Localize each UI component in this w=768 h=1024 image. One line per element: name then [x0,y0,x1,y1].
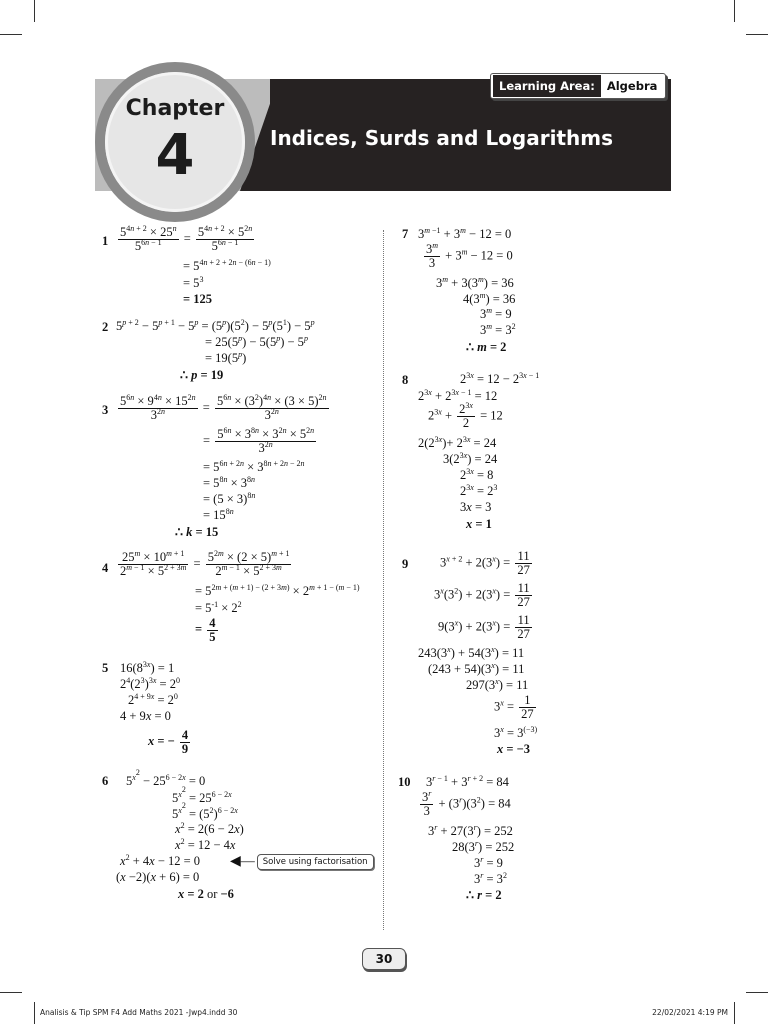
solution-line: $3^x(3^2) + 2(3^x)$ = $\frac{11}{27}$ [434,581,530,609]
solution-line: $3^r = 3^2$ [474,871,507,886]
chapter-title: Indices, Surds and Logarithms [270,126,613,150]
crop-mark [0,34,22,35]
page-number: 30 [362,948,406,970]
solution-line: = $19(5^p)$ [205,350,247,365]
solution-line: ∴ k = 15 [175,525,219,539]
solution-line: $\frac{5^{6n} \times 9^{4n} \times 15^{2n}}{3^{2n}}$ = $\frac{5^{6n} \times (3^2)^{4n} \times (3 \times 5)^{2n}}{3^{2n}}$ [120,393,327,422]
solution-line: $2^{3x} = 12 - 2^{3x - 1}$ [460,371,540,386]
solution-line: = 125 [183,292,212,306]
solution-line: = $5^{8n} \times 3^{8n}$ [203,475,255,490]
solution-line: $2^{3x} + 2^{3x - 1} = 12$ [418,388,498,403]
solution-line: $3^m = 9$ [480,306,512,321]
solution-line: $5^{x^2} = 25^{6 - 2x}$ [172,785,232,805]
question-number: 2 [102,320,109,334]
chapter-label: Chapter [125,96,225,121]
question-number: 4 [102,561,109,575]
solution-line: 3x = 3 [460,500,492,514]
solution-line: $\frac{25^m \times 10^{m + 1}}{2^{m - 1} \times 5^{2 + 3m}}$ = $\frac{5^{2m} \times (2 \times 5)^{m + 1}}{2^{m - 1} \times 5^{2 + 3m}}$ [120,549,290,578]
hint-callout-text: Solve using factorisation [257,854,374,870]
solution-line: $x^2 + 4x - 12 = 0$ [120,853,201,868]
solution-line: = $5^{6n + 2n} \times 3^{8n + 2n - 2n}$ [203,459,305,474]
solution-line: = $5^{-1} \times 2^2$ [195,600,242,615]
solution-line: $9(3^x) + 2(3^x)$ = $\frac{11}{27}$ [438,613,530,641]
solution-line: $3^{x + 2} + 2(3^x)$ = $\frac{11}{27}$ [440,549,530,577]
solution-line: x = 2 or −6 [178,887,234,901]
solution-line: $\frac{5^{4n + 2} \times 25^n}{5^{6n - 1}}$ = $\frac{5^{4n + 2} \times 5^{2n}}{5^{6n - 1}}$ [120,224,253,253]
question-number: 6 [102,774,109,788]
solution-line: = $5^{4n + 2 + 2n - (6n - 1)}$ [183,258,271,273]
solution-line: $243(3^x) + 54(3^x) = 11$ [418,645,525,660]
solution-line: = $5^{2m + (m + 1) - (2 + 3m)} \times 2^{m + 1 - (m - 1)}$ [195,583,360,598]
solution-line: $3^{m -1} + 3^m - 12 = 0$ [418,226,512,241]
solution-line: = $\frac{4}{5}$ [195,616,216,644]
solution-line: $5^{x^2} - 25^{6 - 2x} = 0$ [126,768,206,788]
slug-file-info: Analisis & Tip SPM F4 Add Maths 2021 -Jwp4.indd 30 [40,1008,238,1017]
solution-line: $3^x = 3^{(-3)}$ [494,725,538,740]
solution-line: $(243 + 54)(3^x) = 11$ [428,661,525,676]
question-number: 5 [102,661,109,675]
solution-line: $2^{3x} = 2^3$ [460,483,498,498]
solution-line: $3^m = 3^2$ [480,322,516,337]
solution-line: $3^r = 9$ [474,855,503,870]
solution-line: $5^{x^2} = (5^2)^{6 - 2x}$ [172,801,238,821]
solution-line: = $\frac{5^{6n} \times 3^{8n} \times 3^{2n} \times 5^{2n}}{3^{2n}}$ [203,426,315,455]
solution-line: ∴ p = 19 [180,368,224,382]
question-number: 7 [402,227,409,241]
question-number: 8 [402,373,409,387]
learning-area-badge [490,73,666,99]
solution-line: $2(2^{3x})+ 2^{3x} = 24$ [418,435,497,450]
question-number: 1 [102,234,109,248]
learning-area-label: Learning Area: [493,75,601,97]
solution-line: $\frac{3^r}{3}$ + $(3^r)(3^2) = 84$ [422,789,511,818]
hint-callout [230,853,374,870]
solution-line: $3^r + 27(3^r) = 252$ [428,823,513,838]
crop-mark [746,34,768,35]
solution-line: = $25(5^p) - 5(5^p) - 5^p$ [205,334,308,349]
crop-mark [34,1002,35,1024]
solution-line: $5^{p + 2} - 5^{p + 1} - 5^p = (5^p)(5^2) - 5^p(5^1) - 5^p$ [116,318,315,333]
solution-line: = $(5 \times 3)^{8n}$ [203,491,256,506]
question-number: 9 [402,557,409,571]
solution-line: x = −3 [497,742,530,756]
solution-line: $3^x$ = $\frac{1}{27}$ [494,693,534,721]
crop-mark [0,992,22,993]
solution-line: = $5^3$ [183,275,204,290]
solution-line: 4 + 9x = 0 [120,709,171,723]
solution-line: $\frac{3^m}{3}$ + $3^m - 12 = 0$ [426,241,513,270]
solution-line: $x^2 = 12 - 4x$ [175,837,236,852]
solution-line: $3^{r - 1} + 3^{r + 2} = 84$ [426,774,509,789]
solution-line: $28(3^r) = 252$ [452,839,515,854]
solution-line: $2^{4 + 9x} = 2^0$ [128,692,178,707]
solution-line: (x −2)(x + 6) = 0 [116,870,200,884]
crop-mark [734,0,735,22]
solution-line: $16(8^{3x}) = 1$ [120,660,175,675]
solution-line: x = 1 [466,517,492,531]
learning-area-value: Algebra [606,79,658,93]
solution-line: $2^{3x}$ + $\frac{2^{3x}}{2}$ = 12 [428,401,503,430]
crop-mark [746,992,768,993]
solution-line: ∴ r = 2 [466,888,502,902]
crop-mark [34,0,35,22]
solution-line: $x^2 = 2(6 - 2x)$ [175,821,244,836]
slug-timestamp: 22/02/2021 4:19 PM [652,1008,728,1017]
solution-line: $2^4(2^3)^{3x} = 2^0$ [120,676,180,691]
solution-line: x = − $\frac{4}{9}$ [148,728,189,756]
crop-mark [734,1002,735,1024]
solution-line: ∴ m = 2 [466,340,507,354]
solution-line: $4(3^m) = 36$ [463,291,516,306]
solution-line: $3^m + 3(3^m) = 36$ [436,275,514,290]
solution-line: $2^{3x} = 8$ [460,467,494,482]
question-number: 10 [398,775,411,789]
solution-line: $297(3^x) = 11$ [466,677,529,692]
chapter-number: 4 [155,123,195,188]
question-number: 3 [102,403,109,417]
arrow-left-icon: ◀— [230,854,255,869]
solution-line: = $15^{8n}$ [203,507,234,522]
solution-line: $3(2^{3x}) = 24$ [443,451,498,466]
column-divider [383,230,384,930]
